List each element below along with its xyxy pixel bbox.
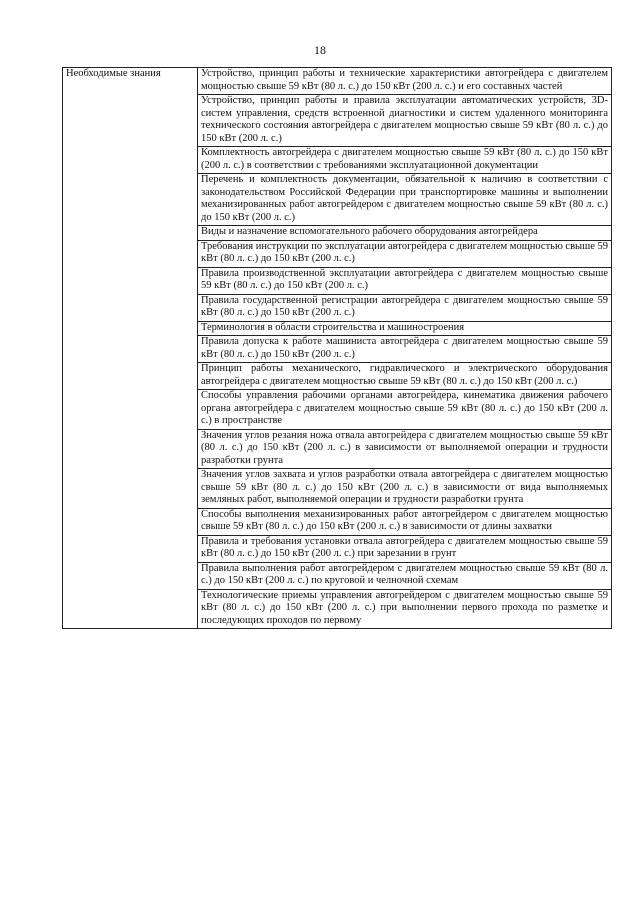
knowledge-item: Правила выполнения работ автогрейдером с двигателем мощностью свыше 59 кВт (80 л. с.) до 150 кВт (200 л. с.) по круговой и челночной схемам (198, 562, 612, 589)
knowledge-item: Перечень и комплектность документации, обязательной к наличию в соответствии с законодательством Российской Федерации при транспортировке машины и выполнении механизированных работ автогрейдером с двигателем мощностью свыше 59 кВт (80 л. с.) до 150 кВт (200 л. с.) (198, 174, 612, 226)
knowledge-item: Терминология в области строительства и машиностроения (198, 321, 612, 336)
knowledge-item: Правила допуска к работе машиниста автогрейдера с двигателем мощностью свыше 59 кВт (80 л. с.) до 150 кВт (200 л. с.) (198, 336, 612, 363)
knowledge-item: Технологические приемы управления автогрейдером с двигателем мощностью свыше 59 кВт (80 л. с.) до 150 кВт (200 л. с.) при выполнении первого прохода по разметке и последующих проходов по первому (198, 589, 612, 629)
knowledge-item: Значения углов захвата и углов разработки отвала автогрейдера с двигателем мощностью свыше 59 кВт (80 л. с.) до 150 кВт (200 л. с.) в зависимости от вида выполняемых земляных работ, выполняемой операции и трудности разработки грунта (198, 469, 612, 509)
knowledge-item: Правила производственной эксплуатации автогрейдера с двигателем мощностью свыше 59 кВт (80 л. с.) до 150 кВт (200 л. с.) (198, 267, 612, 294)
knowledge-item: Устройство, принцип работы и правила эксплуатации автоматических устройств, 3D-систем управления, средств встроенной диагностики и систем удаленного мониторинга технического состояния автогрейдера с двигателем мощностью свыше 59 кВт (80 л. с.) до 150 кВт (200 л. с.) (198, 95, 612, 147)
table-row (63, 68, 612, 95)
knowledge-item: Комплектность автогрейдера с двигателем мощностью свыше 59 кВт (80 л. с.) до 150 кВт (200 л. с.) в соответствии с требованиями эксплуатационной документации (198, 147, 612, 174)
knowledge-table (62, 67, 612, 629)
section-label: Необходимые знания (63, 68, 198, 629)
knowledge-item: Требования инструкции по эксплуатации автогрейдера с двигателем мощностью свыше 59 кВт (80 л. с.) до 150 кВт (200 л. с.) (198, 240, 612, 267)
knowledge-item: Способы управления рабочими органами автогрейдера, кинематика движения рабочего органа автогрейдера с двигателем мощностью свыше 59 кВт (80 л. с.) до 150 кВт (200 л. с.) в пространстве (198, 390, 612, 430)
knowledge-item: Виды и назначение вспомогательного рабочего оборудования автогрейдера (198, 226, 612, 241)
knowledge-item: Правила государственной регистрации автогрейдера с двигателем мощностью свыше 59 кВт (80 л. с.) до 150 кВт (200 л. с.) (198, 294, 612, 321)
knowledge-item: Правила и требования установки отвала автогрейдера с двигателем мощностью свыше 59 кВт (80 л. с.) до 150 кВт (200 л. с.) при зарезании в грунт (198, 535, 612, 562)
knowledge-item: Принцип работы механического, гидравлического и электрического оборудования автогрейдера с двигателем мощностью свыше 59 кВт (80 л. с.) до 150 кВт (200 л. с.) (198, 363, 612, 390)
page-number: 18 (314, 43, 326, 57)
knowledge-item: Значения углов резания ножа отвала автогрейдера с двигателем мощностью свыше 59 кВт (80 л. с.) до 150 кВт (200 л. с.) в зависимости от выполняемой операции и трудности разработки грунта (198, 429, 612, 469)
knowledge-item: Способы выполнения механизированных работ автогрейдером с двигателем мощностью свыше 59 кВт (80 л. с.) до 150 кВт (200 л. с.) в зависимости от длины захватки (198, 508, 612, 535)
knowledge-item: Устройство, принцип работы и технические характеристики автогрейдера с двигателем мощностью свыше 59 кВт (80 л. с.) до 150 кВт (200 л. с.) и его составных частей (198, 68, 612, 95)
knowledge-table-body (63, 68, 612, 629)
